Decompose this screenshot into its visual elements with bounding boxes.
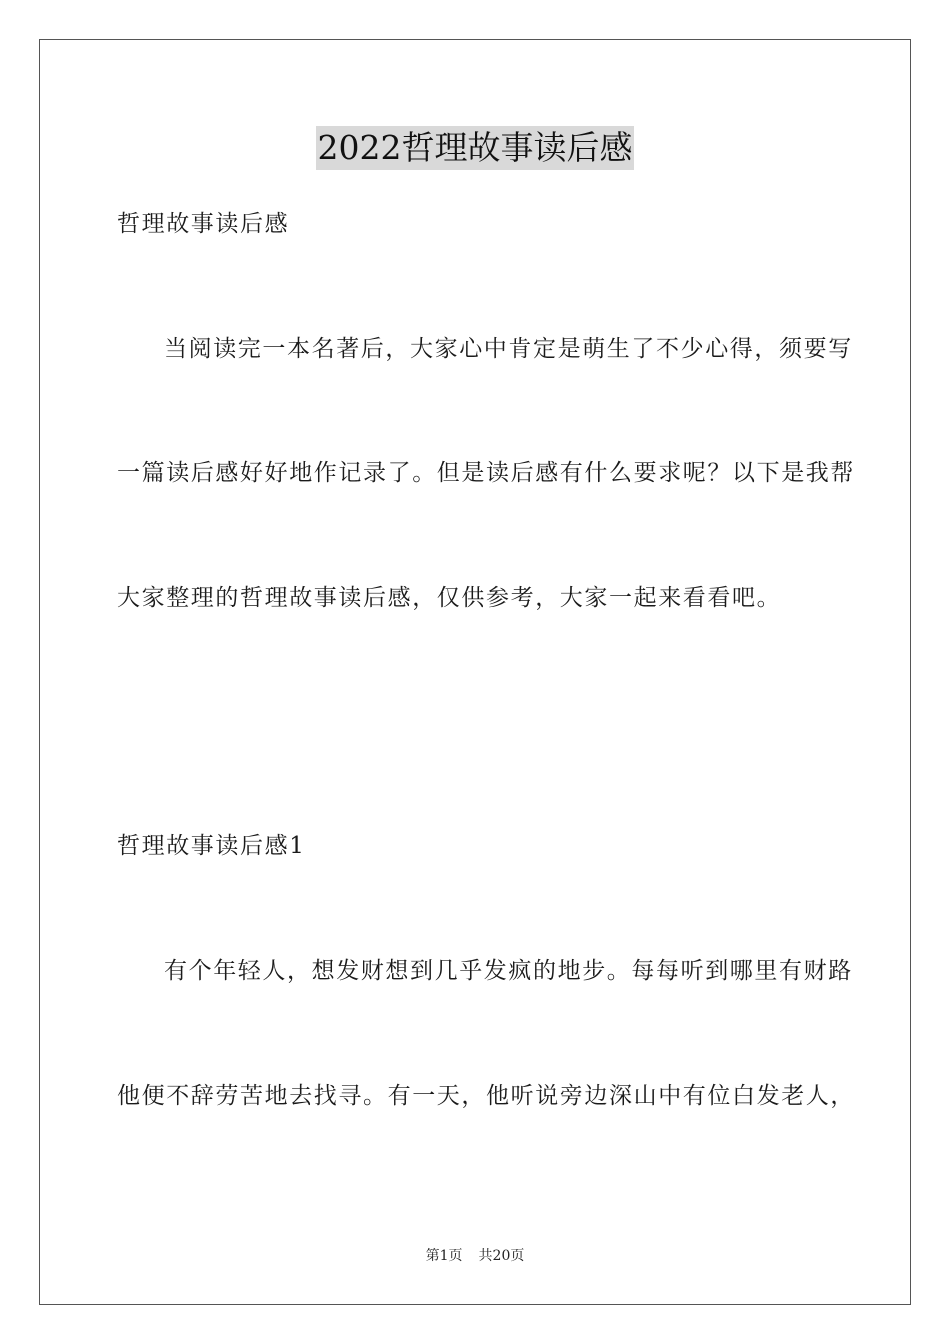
- section-1-line-2: 他便不辞劳苦地去找寻。有一天，他听说旁边深山中有位白发老人，: [117, 1083, 855, 1109]
- page-footer: [0, 1246, 950, 1266]
- title-container: [0, 126, 950, 170]
- intro-paragraph-line-2: 一篇读后感好好地作记录了。但是读后感有什么要求呢？以下是我帮: [117, 460, 855, 486]
- page-number: 第1页: [425, 1248, 463, 1264]
- intro-paragraph-line-3: 大家整理的哲理故事读后感，仅供参考，大家一起来看看吧。: [117, 585, 782, 611]
- document-subtitle: 哲理故事读后感: [117, 211, 290, 237]
- page-total: 共20页: [478, 1248, 525, 1264]
- document-title: 2022哲理故事读后感: [316, 126, 635, 170]
- intro-paragraph-line-1: 当阅读完一本名著后，大家心中肯定是萌生了不少心得，须要写: [164, 336, 853, 362]
- section-1-heading: 哲理故事读后感1: [117, 833, 306, 859]
- section-1-line-1: 有个年轻人，想发财想到几乎发疯的地步。每每听到哪里有财路: [164, 958, 853, 984]
